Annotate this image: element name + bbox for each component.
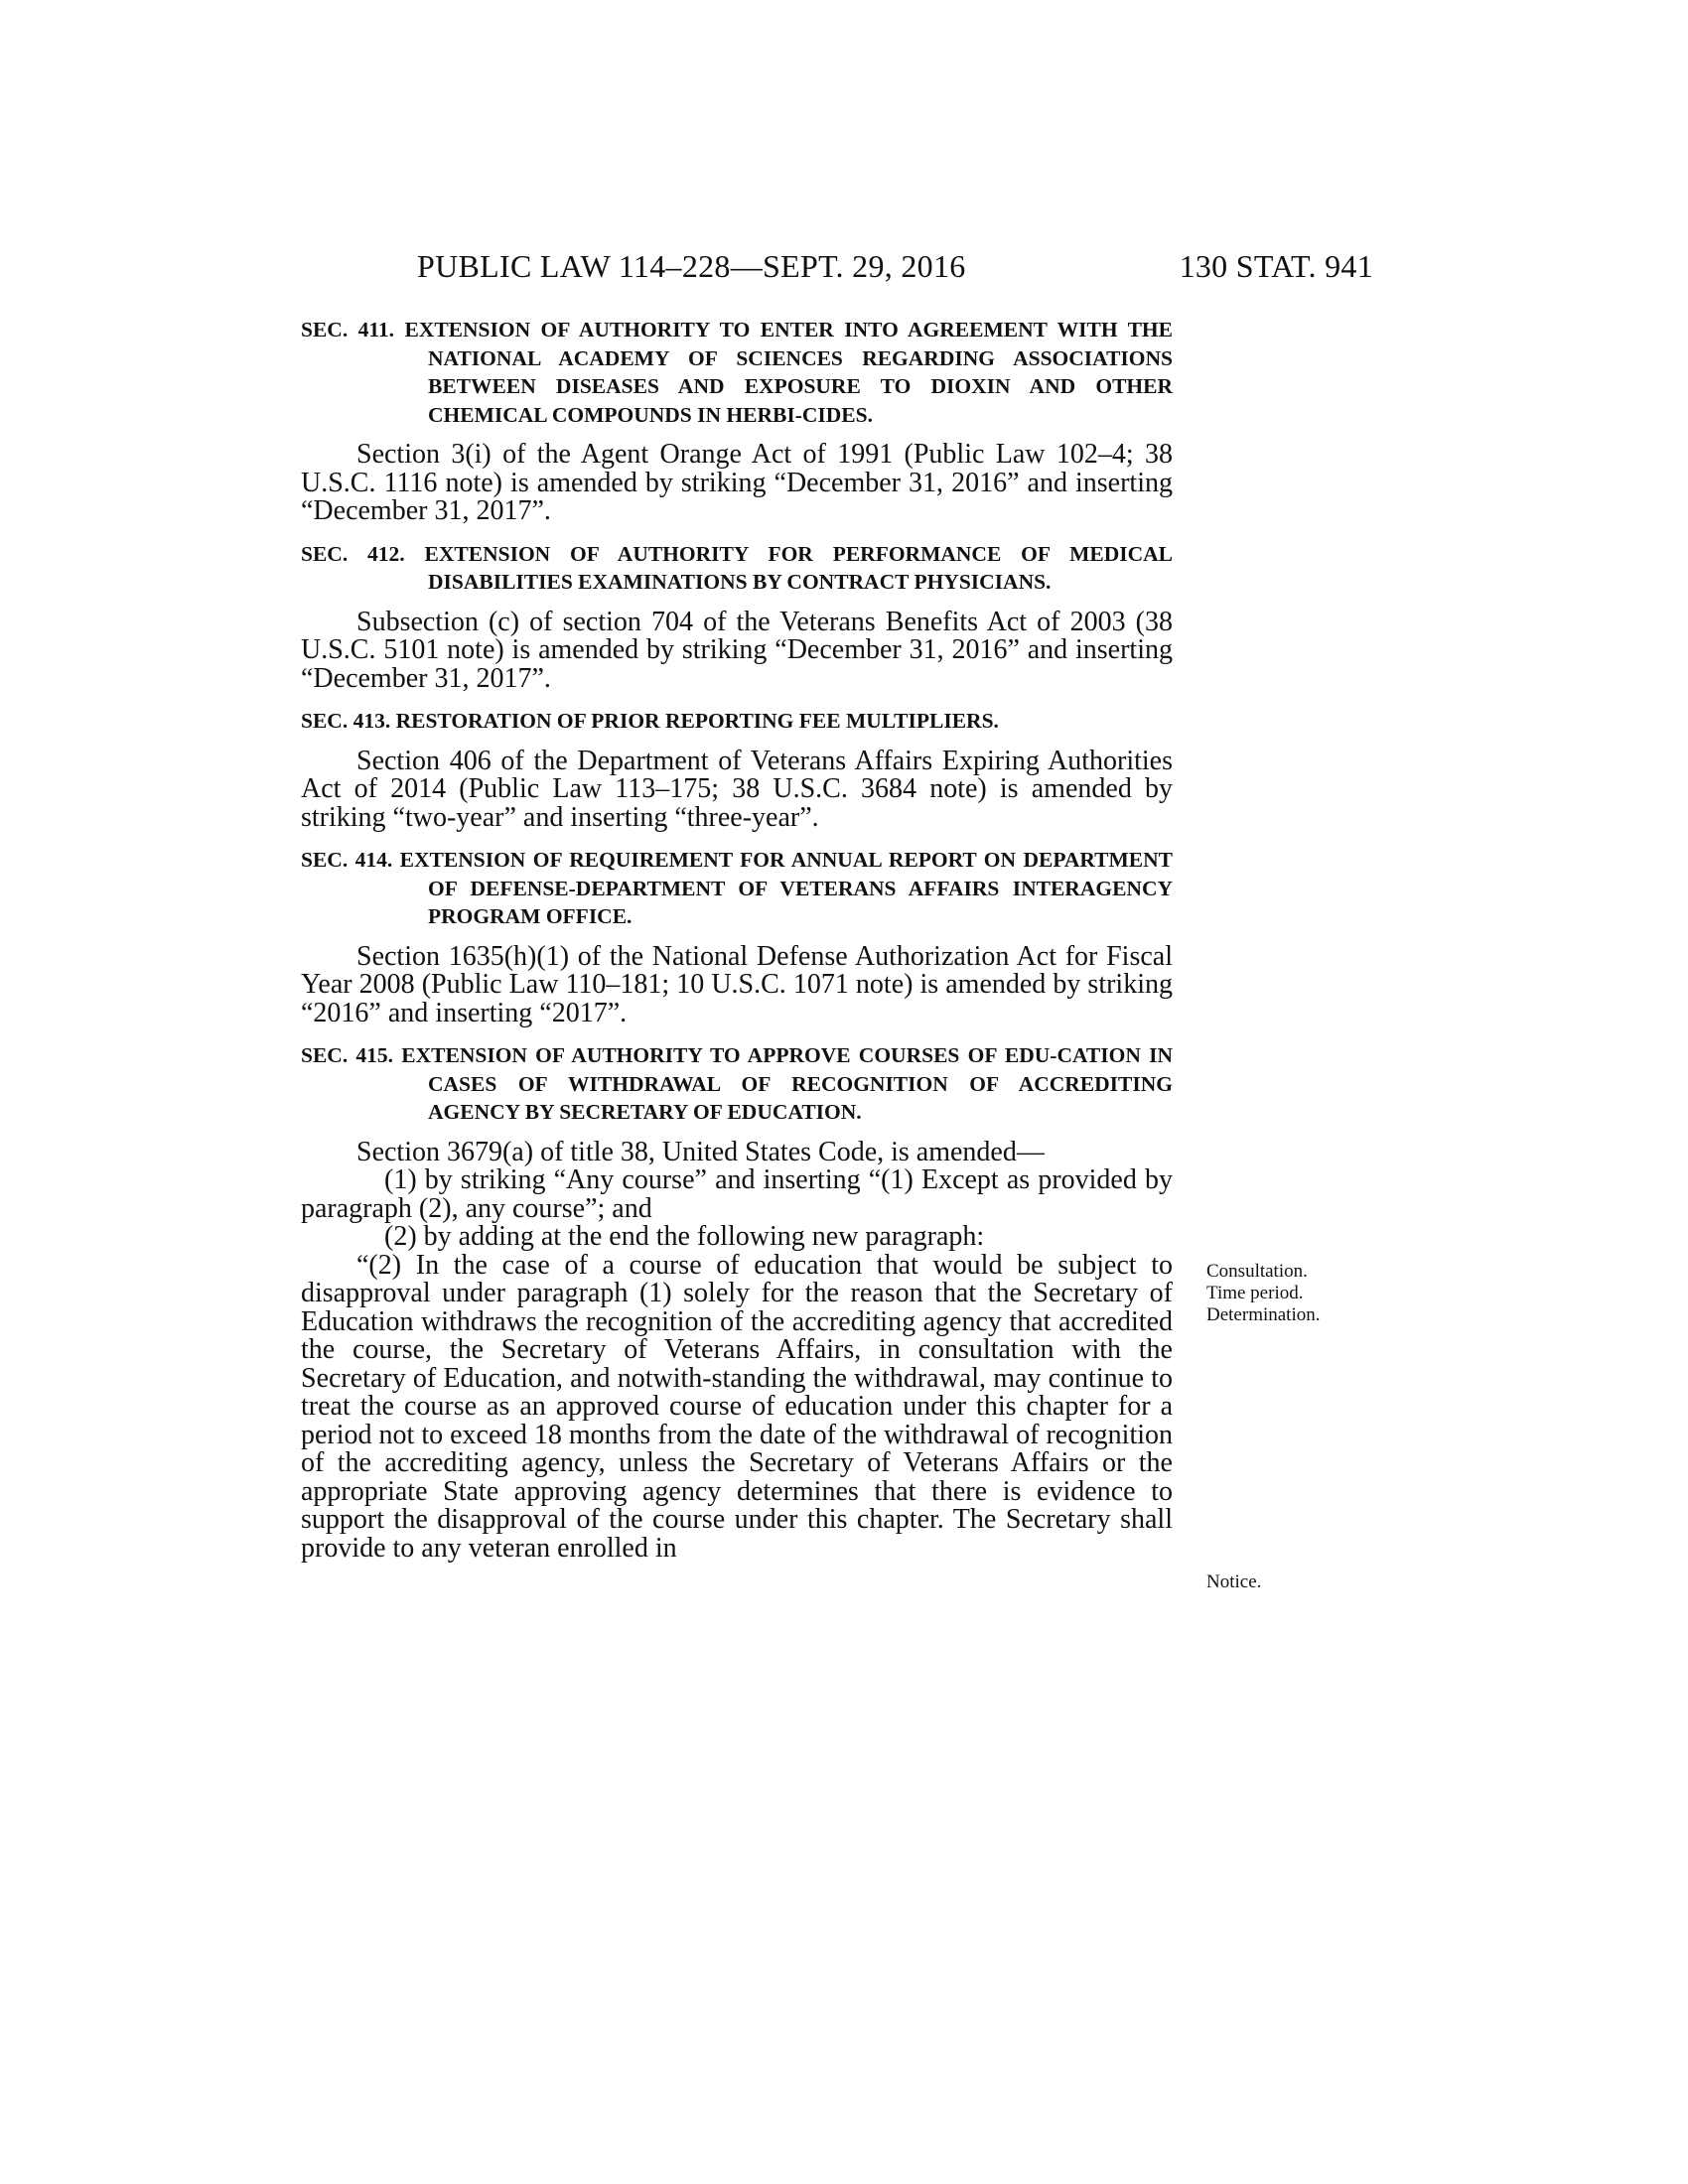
section-414 (301, 846, 1173, 1027)
section-body: Section 406 of the Department of Veterans Affairs Expiring Authorities Act of 2014 (Public Law 113–175; 38 U.S.C. 3684 note) is amended by striking “two-year” and inserting “three-year”. (301, 745, 1173, 833)
section-heading: SEC. 412. EXTENSION OF AUTHORITY FOR PERFORMANCE OF MEDICAL DISABILITIES EXAMINATIONS BY CONTRACT PHYSICIANS. (301, 541, 1173, 594)
section-heading: SEC. 413. RESTORATION OF PRIOR REPORTING FEE MULTIPLIERS. (301, 709, 999, 733)
section-heading: SEC. 415. EXTENSION OF AUTHORITY TO APPROVE COURSES OF EDU-CATION IN CASES OF WITHDRAWAL OF RECOGNITION OF ACCREDITING AGENCY BY SECRETARY OF EDUCATION. (301, 1043, 1173, 1124)
section-411 (301, 316, 1173, 526)
margin-note-time-period: Time period. (1206, 1283, 1304, 1303)
stat-page-number: 130 STAT. 941 (1179, 248, 1373, 284)
statute-text (301, 316, 1173, 1563)
margin-note-notice: Notice. (1206, 1571, 1262, 1592)
section-heading: SEC. 414. EXTENSION OF REQUIREMENT FOR ANNUAL REPORT ON DEPARTMENT OF DEFENSE-DEPARTMENT OF VETERANS AFFAIRS INTERAGENCY PROGRAM OFFICE. (301, 848, 1173, 928)
margin-notes-group (1206, 1261, 1321, 1326)
amendment-item-1: (1) by striking “Any course” and inserting “(1) Except as provided by paragraph (2), any course”; and (301, 1164, 1173, 1224)
section-body: Section 3(i) of the Agent Orange Act of 1991 (Public Law 102–4; 38 U.S.C. 1116 note) is amended by striking “December 31, 2016” and inserting “December 31, 2017”. (301, 439, 1173, 526)
section-body: Subsection (c) of section 704 of the Veterans Benefits Act of 2003 (38 U.S.C. 5101 note) is amended by striking “December 31, 2016” and inserting “December 31, 2017”. (301, 606, 1173, 694)
section-heading: SEC. 411. EXTENSION OF AUTHORITY TO ENTER INTO AGREEMENT WITH THE NATIONAL ACADEMY OF SCIENCES REGARDING ASSOCIATIONS BETWEEN DISEASES AND EXPOSURE TO DIOXIN AND OTHER CHEMICAL COMPOUNDS IN HERBI-CIDES. (301, 318, 1173, 427)
quoted-paragraph: “(2) In the case of a course of education that would be subject to disapproval under paragraph (1) solely for the reason that the Secretary of Education withdraws the recognition of the accrediting agency that accredited the course, the Secretary of Veterans Affairs, in consultation with the Secretary of Education, and notwith-standing the withdrawal, may continue to treat the course as an approved course of education under this chapter for a period not to exceed 18 months from the date of the withdrawal of recognition of the accrediting agency, unless the Secretary of Veterans Affairs or the appropriate State approving agency determines that there is evidence to support the disapproval of the course under this chapter. The Secretary shall provide to any veteran enrolled in (301, 1249, 1173, 1564)
law-citation: PUBLIC LAW 114–228—SEPT. 29, 2016 (417, 248, 966, 284)
page-header (417, 248, 1373, 288)
margin-note-determination: Determination. (1206, 1304, 1321, 1325)
section-415 (301, 1041, 1173, 1563)
amendment-item-2: (2) by adding at the end the following new paragraph: (384, 1221, 985, 1252)
section-413 (301, 707, 1173, 832)
margin-note-consultation: Consultation. (1206, 1261, 1308, 1282)
section-body: Section 1635(h)(1) of the National Defense Authorization Act for Fiscal Year 2008 (Public Law 110–181; 10 U.S.C. 1071 note) is amended by striking “2016” and inserting “2017”. (301, 940, 1173, 1028)
section-intro: Section 3679(a) of title 38, United States Code, is amended— (356, 1136, 1045, 1167)
section-412 (301, 540, 1173, 694)
